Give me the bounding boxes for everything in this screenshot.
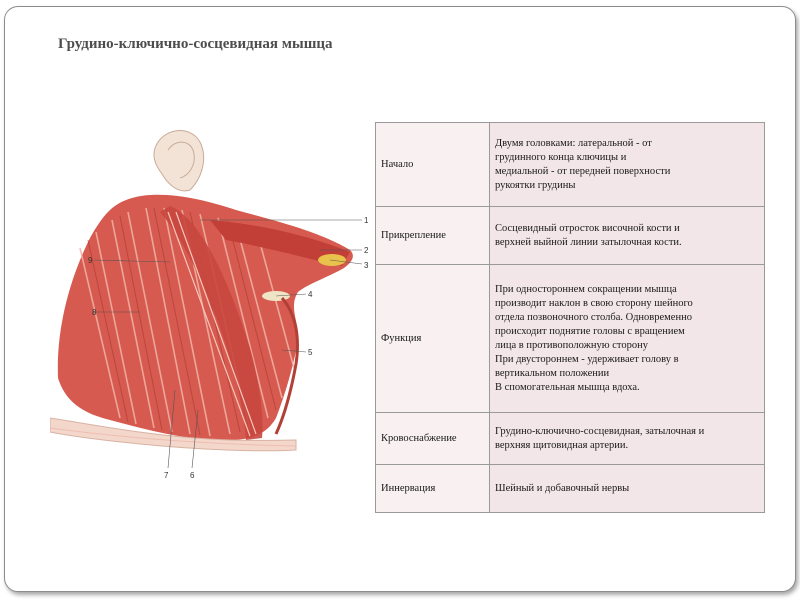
value-line: грудинного конца ключицы и [495, 151, 627, 163]
value-line: рукоятки грудины [495, 179, 576, 191]
figure-label-6: 6 [190, 471, 195, 480]
row-value [490, 265, 765, 413]
value-line: производит наклон в свою сторону шейного [495, 297, 693, 309]
table-row [376, 123, 765, 207]
row-label: Иннервация [376, 465, 490, 513]
figure-label-1: 1 [364, 216, 369, 225]
value-line: отдела позвоночного столба. Одновременно [495, 311, 692, 323]
value-line: В спомогательная мышца вдоха. [495, 381, 640, 393]
row-label: Прикрепление [376, 207, 490, 265]
table-row [376, 265, 765, 413]
row-value [490, 413, 765, 465]
table-row [376, 207, 765, 265]
value-line: лица в противоположную сторону [495, 339, 648, 351]
row-label: Начало [376, 123, 490, 207]
figure-label-2: 2 [364, 246, 369, 255]
table-row [376, 413, 765, 465]
value-line: При одностороннем сокращении мышца [495, 283, 677, 295]
muscle-info-table [375, 122, 765, 513]
figure-label-5: 5 [308, 348, 313, 357]
figure-label-8: 8 [92, 308, 97, 317]
ear-shape [154, 131, 204, 191]
row-value [490, 465, 765, 513]
value-line: При двустороннем - удерживает голову в [495, 353, 679, 365]
value-line: Грудино-ключично-сосцевидная, затылочная и [495, 425, 705, 437]
value-line: вертикальном положении [495, 367, 610, 379]
value-line: верхней выйной линии затылочная кости. [495, 236, 682, 248]
row-value [490, 207, 765, 265]
value-line: верхняя щитовидная артерии. [495, 439, 629, 451]
neck-muscles-illustration [50, 128, 370, 498]
value-line: Шейный и добавочный нервы [495, 482, 630, 494]
row-value [490, 123, 765, 207]
figure-label-9: 9 [88, 256, 93, 265]
value-line: Двумя головками: латеральной - от [495, 137, 652, 149]
figure-label-4: 4 [308, 290, 313, 299]
row-label: Кровоснабжение [376, 413, 490, 465]
value-line: происходит поднятие головы с вращением [495, 325, 685, 337]
figure-label-7: 7 [164, 471, 169, 480]
value-line: медиальной - от передней поверхности [495, 165, 671, 177]
row-label: Функция [376, 265, 490, 413]
value-line: Сосцевидный отросток височной кости и [495, 222, 680, 234]
figure-label-3: 3 [364, 261, 369, 270]
slide-title: Грудино-ключично-сосцевидная мышца [58, 36, 333, 52]
table-row [376, 465, 765, 513]
